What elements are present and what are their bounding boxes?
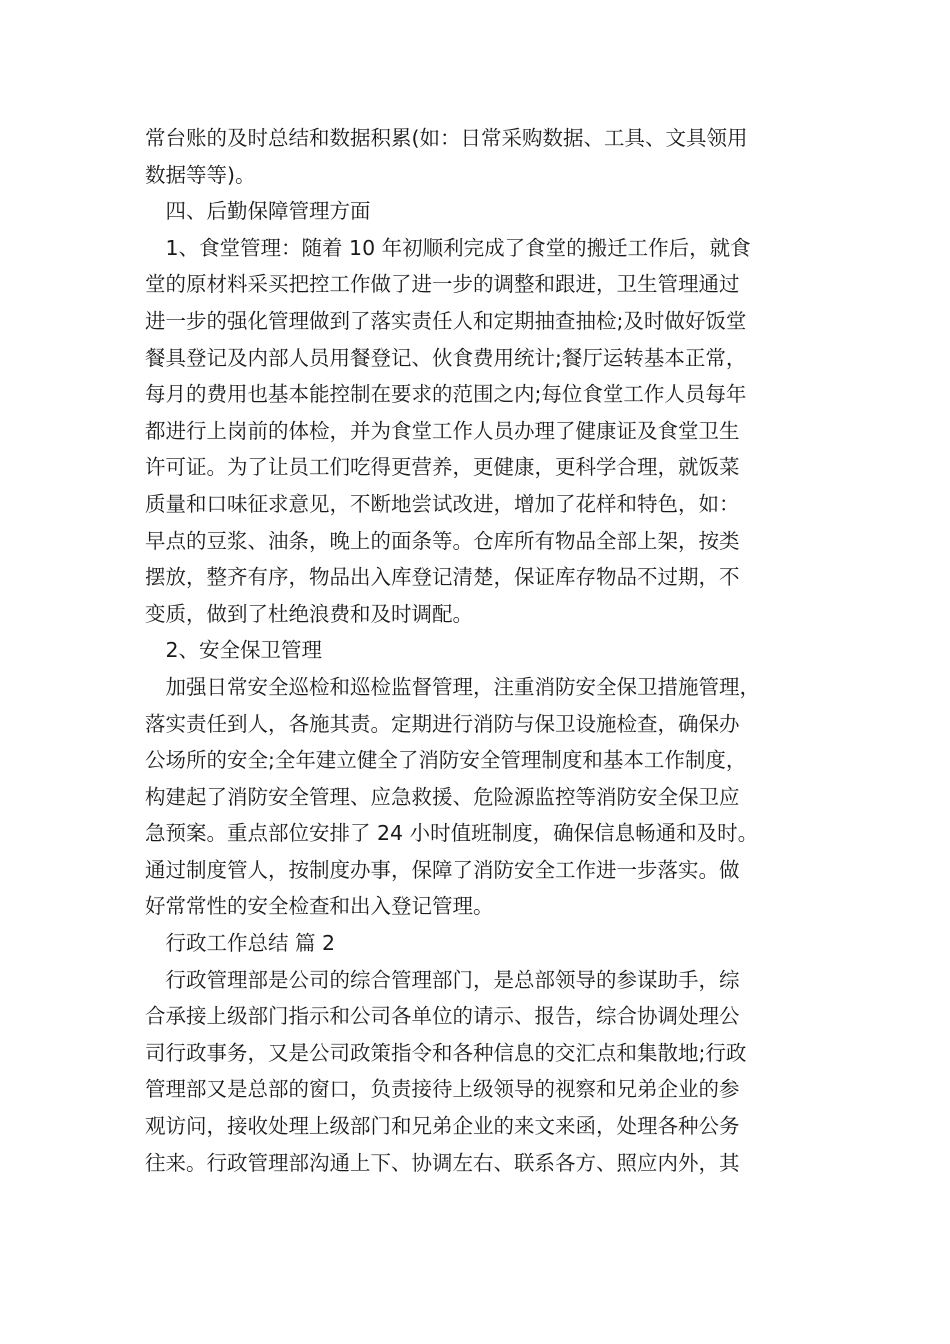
text-line: 1、食堂管理：随着 10 年初顺利完成了食堂的搬迁工作后，就食	[145, 235, 751, 260]
text-line: 餐具登记及内部人员用餐登记、伙食费用统计;餐厅运转基本正常，	[145, 345, 747, 370]
text-line: 早点的豆浆、油条，晚上的面条等。仓库所有物品全部上架，按类	[145, 528, 740, 553]
text-line: 构建起了消防安全管理、应急救援、危险源监控等消防安全保卫应	[145, 784, 740, 809]
text-line: 摆放，整齐有序，物品出入库登记清楚，保证库存物品不过期，不	[145, 565, 740, 590]
text-line: 通过制度管人，按制度办事，保障了消防安全工作进一步落实。做	[145, 857, 740, 882]
text-line: 司行政事务，又是公司政策指令和各种信息的交汇点和集散地;行政	[145, 1040, 747, 1065]
text-line: 堂的原材料采买把控工作做了进一步的调整和跟进，卫生管理通过	[145, 272, 740, 297]
section-heading: 行政工作总结 篇 2	[145, 931, 336, 956]
text-line: 急预案。重点部位安排了 24 小时值班制度，确保信息畅通和及时。	[145, 821, 759, 846]
text-line: 数据等等)。	[145, 162, 256, 187]
text-line: 落实责任到人，各施其责。定期进行消防与保卫设施检查，确保办	[145, 711, 740, 736]
text-line: 好常常性的安全检查和出入登记管理。	[145, 894, 494, 919]
text-line: 合承接上级部门指示和公司各单位的请示、报告，综合协调处理公	[145, 1004, 740, 1029]
text-line: 行政管理部是公司的综合管理部门，是总部领导的参谋助手，综	[145, 967, 740, 992]
text-line: 进一步的强化管理做到了落实责任人和定期抽查抽检;及时做好饭堂	[145, 308, 747, 333]
text-line: 质量和口味征求意见，不断地尝试改进，增加了花样和特色，如：	[145, 491, 740, 516]
text-line: 每月的费用也基本能控制在要求的范围之内;每位食堂工作人员每年	[145, 382, 747, 407]
text-line: 管理部又是总部的窗口，负责接待上级领导的视察和兄弟企业的参	[145, 1077, 740, 1102]
text-line: 常台账的及时总结和数据积累(如：日常采购数据、工具、文具领用	[145, 126, 748, 150]
text-line: 公场所的安全;全年建立健全了消防安全管理制度和基本工作制度，	[145, 748, 747, 773]
text-line: 都进行上岗前的体检，并为食堂工作人员办理了健康证及食堂卫生	[145, 418, 740, 443]
section-heading: 四、后勤保障管理方面	[145, 199, 371, 224]
text-line: 观访问，接收处理上级部门和兄弟企业的来文来函，处理各种公务	[145, 1114, 740, 1139]
text-line: 加强日常安全巡检和巡检监督管理，注重消防安全保卫措施管理，	[145, 674, 760, 699]
section-heading: 2、安全保卫管理	[145, 638, 323, 663]
text-line: 往来。行政管理部沟通上下、协调左右、联系各方、照应内外，其	[145, 1150, 740, 1175]
text-line: 许可证。为了让员工们吃得更营养，更健康，更科学合理，就饭菜	[145, 455, 740, 480]
text-line: 变质，做到了杜绝浪费和及时调配。	[145, 601, 473, 626]
document-body	[145, 120, 810, 1181]
